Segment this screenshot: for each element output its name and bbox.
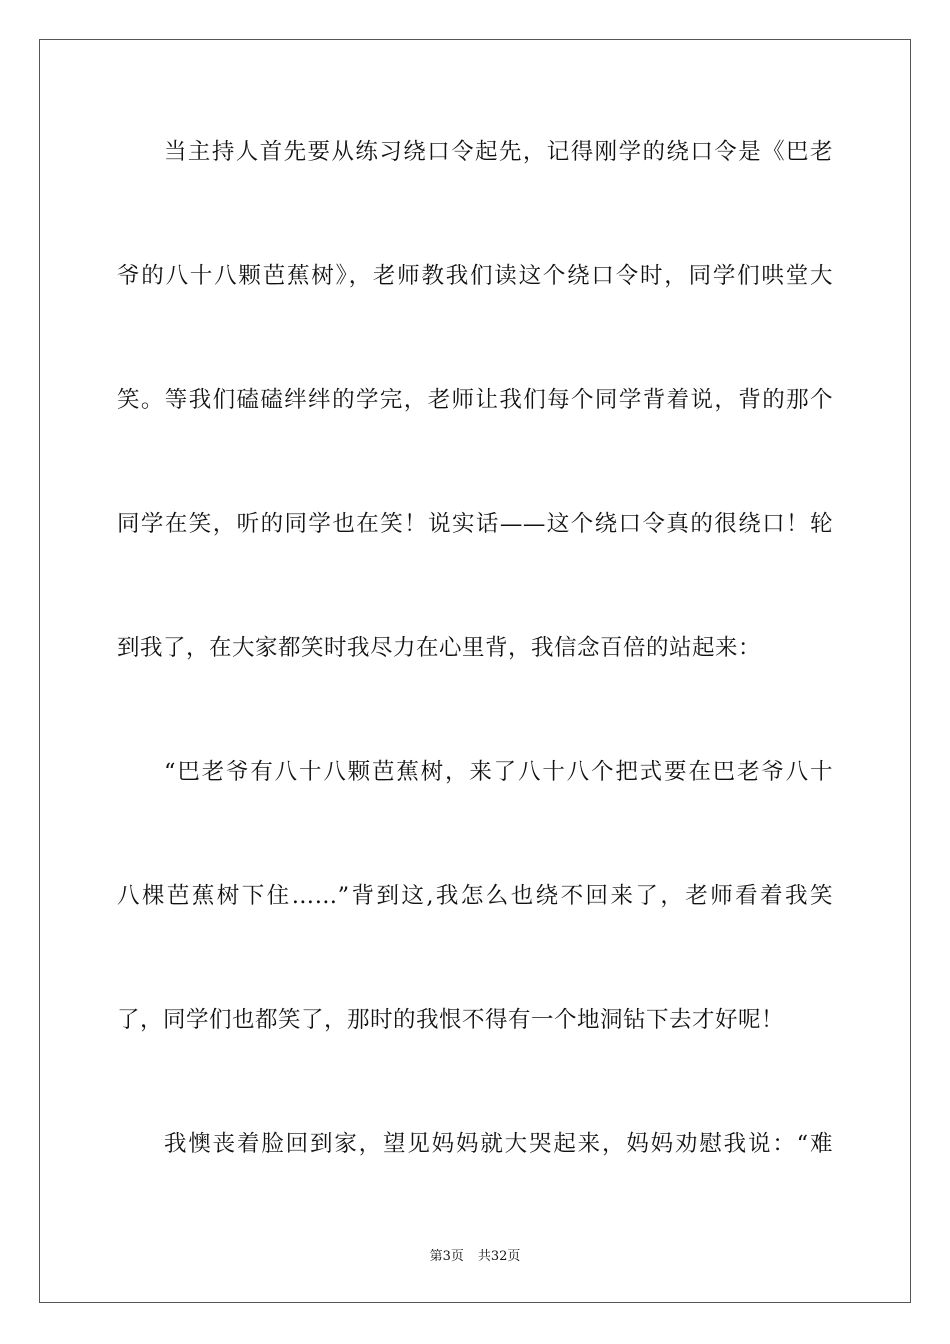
- page-border: [39, 39, 911, 1303]
- page-total: 共32页: [477, 1249, 521, 1264]
- text-line-5: 到我了，在大家都笑时我尽力在心里背，我信念百倍的站起来：: [117, 635, 762, 661]
- text-line-8: 了，同学们也都笑了，那时的我恨不得有一个地洞钻下去才好呢！: [117, 1007, 785, 1033]
- text-line-9: 我懊丧着脸回到家，望见妈妈就大哭起来，妈妈劝慰我说：“难: [164, 1131, 833, 1157]
- text-line-6: “巴老爷有八十八颗芭蕉树，来了八十八个把式要在巴老爷八十: [164, 759, 833, 785]
- text-line-3: 笑。等我们磕磕绊绊的学完，老师让我们每个同学背着说，背的那个: [117, 387, 833, 413]
- text-line-2: 爷的八十八颗芭蕉树》，老师教我们读这个绕口令时，同学们哄堂大: [117, 263, 833, 289]
- text-line-4: 同学在笑，听的同学也在笑！说实话——这个绕口令真的很绕口！轮: [117, 511, 833, 537]
- page-number: 第3页: [429, 1249, 464, 1264]
- page-footer: [0, 1248, 950, 1266]
- text-line-7: 八棵芭蕉树下住……”背到这,我怎么也绕不回来了，老师看着我笑: [117, 883, 833, 909]
- text-line-1: 当主持人首先要从练习绕口令起先，记得刚学的绕口令是《巴老: [164, 139, 833, 165]
